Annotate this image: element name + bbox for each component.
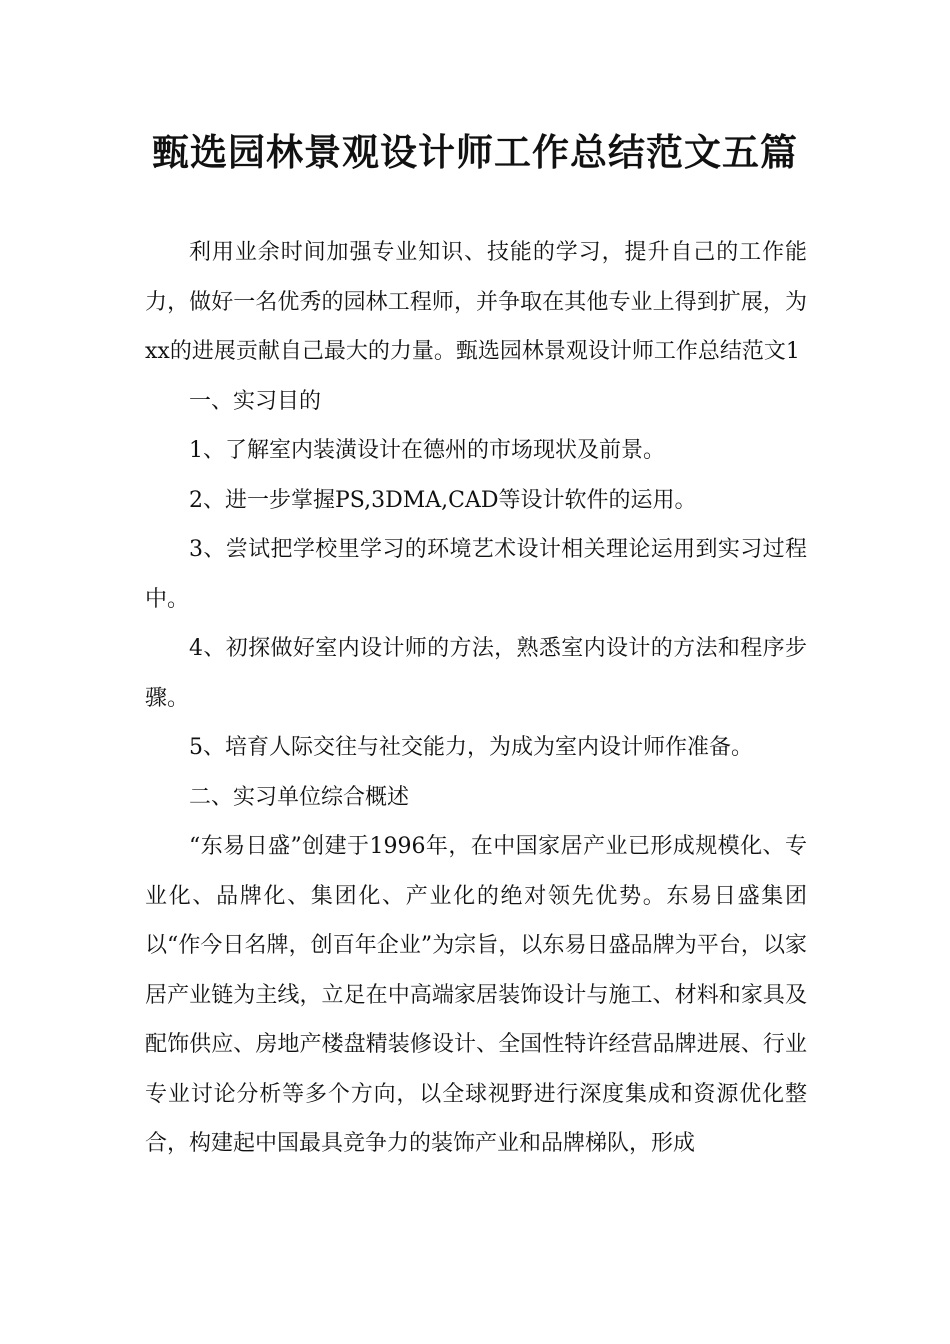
list-item-3: 3、尝试把学校里学习的环境艺术设计相关理论运用到实习过程中。 [145,537,807,612]
paragraph-company: “东易日盛”创建于1996年，在中国家居产业已形成规模化、专业化、品牌化、集团化、产业化的绝对领先优势。东易日盛集团以“作今日名牌，创百年企业”为宗旨，以东易日盛品牌为平台，以家居产业链为主线，立足在中高端家居装饰设计与施工、材料和家具及配饰供应、房地产楼盘精装修设计、全国性特许经营品牌进展、行业专业讨论分析等多个方向，以全球视野进行深度集成和资源优化整合，构建起中国最具竞争力的装饰产业和品牌梯队，形成 [145,834,807,1156]
heading-company-overview: 二、实习单位综合概述 [189,784,410,810]
heading-internship-purpose: 一、实习目的 [189,388,322,414]
document-title: 甄选园林景观设计师工作总结范文五篇 [152,131,798,174]
list-item-4: 4、初探做好室内设计师的方法，熟悉室内设计的方法和程序步骤。 [145,636,807,711]
paragraph-intro: 利用业余时间加强专业知识、技能的学习，提升自己的工作能力，做好一名优秀的园林工程师，并争取在其他专业上得到扩展，为xx的进展贡献自己最大的力量。甄选园林景观设计师工作总结范文1 [145,240,807,364]
list-item-1: 1、了解室内装潢设计在德州的市场现状及前景。 [189,438,665,463]
list-item-2: 2、进一步掌握PS,3DMA,CAD等设计软件的运用。 [189,487,697,513]
list-item-5: 5、培育人际交往与社交能力，为成为室内设计师作准备。 [189,735,753,760]
document-body [145,228,807,1169]
